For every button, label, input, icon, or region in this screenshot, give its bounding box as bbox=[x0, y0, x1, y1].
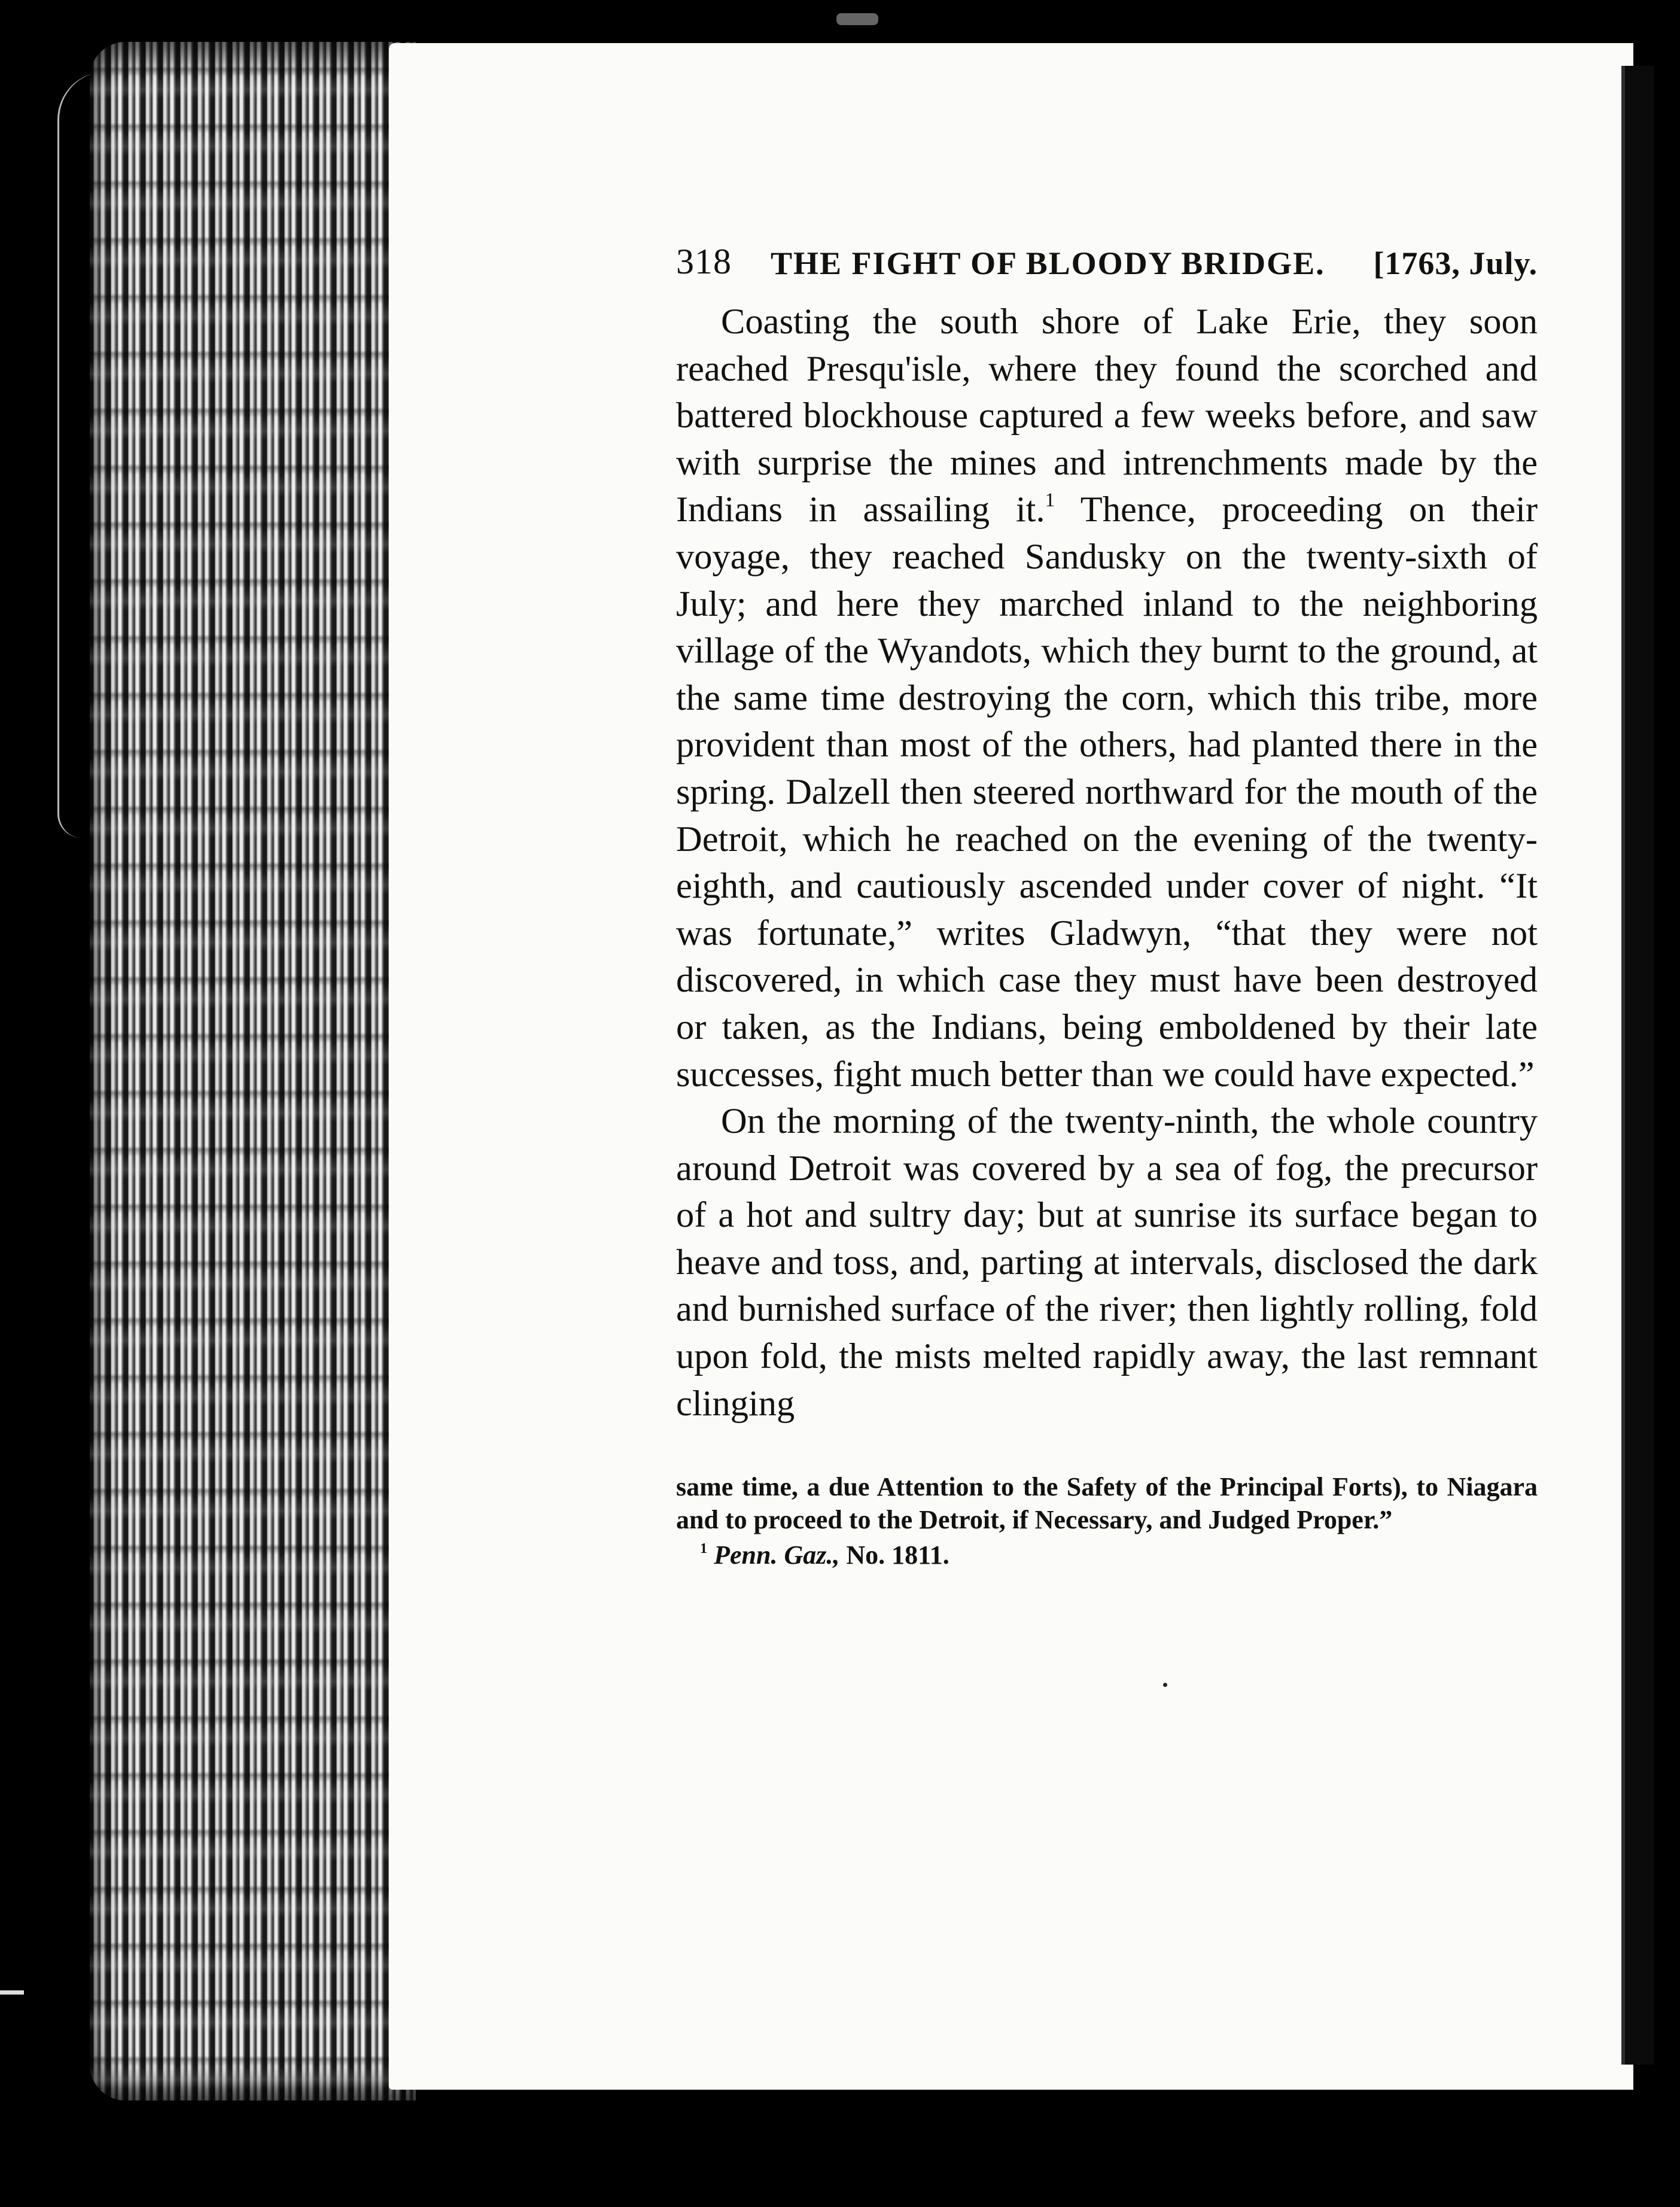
footnotes bbox=[676, 1470, 1538, 1571]
ink-blot bbox=[836, 13, 878, 25]
chapter-title: THE FIGHT OF BLOODY BRIDGE. bbox=[771, 245, 1325, 281]
footnote-1 bbox=[676, 1539, 1538, 1571]
body-text bbox=[676, 299, 1538, 1427]
footnote-marker: 1 bbox=[700, 1540, 708, 1557]
page-number: 318 bbox=[676, 242, 732, 281]
footnote-ref: 1 bbox=[1045, 489, 1055, 512]
book-fore-edge bbox=[90, 42, 416, 2100]
edge-mark bbox=[0, 1990, 24, 1995]
footnote-source: Penn. Gaz., bbox=[714, 1540, 840, 1570]
paragraph: Coasting the south shore of Lake Erie, they soon reached Presqu'isle, where they found the scorched and battered blockhouse captured a few weeks before, and saw with surprise the mines and intrenchments made by the Indians in assailing it.$^1$ Thence, proceeding on their voyage, they reached Sandusky on the twenty-sixth of July; and here they marched inland to the neighboring village of the Wyandots, which they burnt to the ground, at the same time destroying the corn, which this tribe, more provident than most of the others, had planted there in the spring. Dalzell then steered northward for the mouth of the Detroit, which he reached on the evening of the twenty-eighth, and cautiously ascended under cover of night. “It was fortunate,” writes Gladwyn, “that they were not discovered, in which case they must have been destroyed or taken, as the Indians, being emboldened by their late successes, fight much better than we could have expected.” bbox=[676, 302, 1538, 1095]
paragraph: On the morning of the twenty-ninth, the whole country around Detroit was covered by a sea of fog, the precursor of a hot and sultry day; but at sunrise its surface began to heave and toss, and, parting at intervals, disclosed the dark and burnished surface of the river; then lightly rolling, fold upon fold, the mists melted rapidly away, the last remnant clinging bbox=[676, 1101, 1538, 1424]
footnote-number: No. 1811. bbox=[839, 1540, 949, 1570]
running-head bbox=[676, 236, 1538, 290]
footnote-continuation: same time, a due Attention to the Safety of the Principal Forts), to Niagara and to proceed to the Detroit, if Necessary, and Judged Proper.” bbox=[676, 1472, 1538, 1535]
running-date: [1763, July. bbox=[1373, 245, 1538, 281]
page-text-block bbox=[676, 236, 1538, 1571]
ink-speck bbox=[1163, 1683, 1167, 1687]
facing-page-edge bbox=[1621, 66, 1654, 2065]
